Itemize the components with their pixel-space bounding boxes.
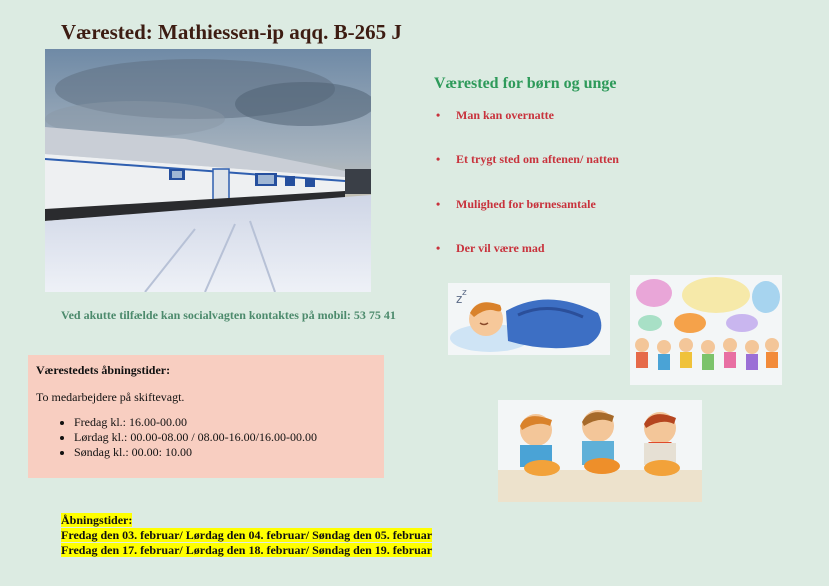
feature-item <box>436 241 619 285</box>
svg-text:z: z <box>456 292 463 306</box>
opening-line: Fredag den 03. februar/ Lørdag den 04. februar/ Søndag den 05. februar <box>61 528 433 542</box>
bullet-icon: • <box>436 240 441 255</box>
talking-children-illustration <box>630 275 782 385</box>
opening-dates <box>61 513 432 558</box>
hours-item: • Fredag kl.: 16.00-00.00 <box>74 415 376 430</box>
sleeping-child-illustration <box>448 283 610 355</box>
bullet-icon: • <box>436 196 441 211</box>
feature-item <box>436 197 619 241</box>
feature-list <box>436 108 619 285</box>
feature-label: Man kan overnatte <box>456 108 554 122</box>
hours-box-heading: Værestedets åbningstider: <box>36 363 171 377</box>
feature-item <box>436 108 619 152</box>
hours-item: • Lørdag kl.: 00.00-08.00 / 08.00-16.00/16.00-00.00 <box>74 430 376 445</box>
bullet-icon: • <box>436 152 441 167</box>
hours-list <box>36 415 376 460</box>
feature-label: Der vil være mad <box>456 240 545 255</box>
emergency-contact-text: Ved akutte tilfælde kan socialvagten kontaktes på mobil: 53 75 41 <box>61 308 396 322</box>
bullet-icon: • <box>436 108 441 122</box>
opening-label: Åbningstider: <box>61 513 133 527</box>
feature-item <box>436 152 619 196</box>
feature-label: Mulighed for børnesamtale <box>456 196 596 211</box>
opening-hours-box <box>28 355 384 478</box>
svg-text:z: z <box>462 288 467 298</box>
hours-box-staff: To medarbejdere på skiftevagt. <box>36 390 185 404</box>
children-eating-illustration <box>498 400 702 502</box>
opening-line: Fredag den 17. februar/ Lørdag den 18. februar/ Søndag den 19. februar <box>61 543 433 557</box>
section-heading: Værested for børn og unge <box>434 75 617 92</box>
building-photo <box>45 49 371 292</box>
hours-item: • Søndag kl.: 00.00: 10.00 <box>74 445 376 460</box>
page-title: Værested: Mathiessen-ip aqq. B-265 J <box>61 20 402 44</box>
feature-label: Et trygt sted om aftenen/ natten <box>456 152 619 167</box>
